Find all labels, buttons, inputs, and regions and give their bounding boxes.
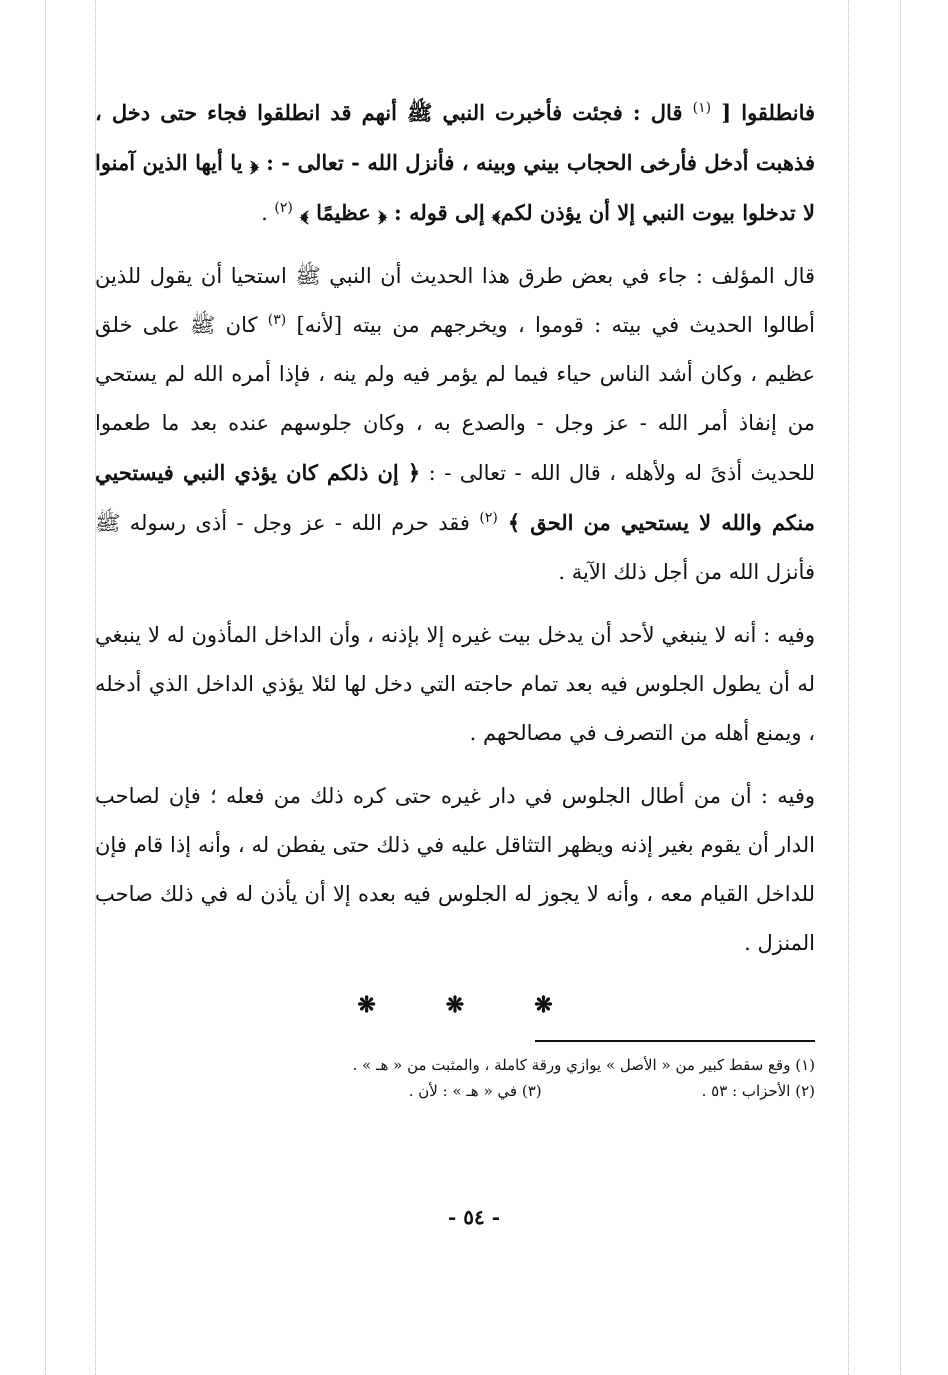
text-segment: ﴿ إن ذلكم كان يؤذي النبي فيستحيي منكم والله لا يستحيي من الحق ﴾ xyxy=(95,460,815,535)
text-segment: فقد حرم الله - عز وجل - أذى رسوله ﷺ فأنزل الله من أجل ذلك الآية . xyxy=(95,511,815,584)
separator-star-icon: ❋ xyxy=(357,992,376,1018)
paragraph-p4 xyxy=(95,772,815,968)
footnote-row xyxy=(95,1078,815,1104)
footnote-divider xyxy=(535,1040,815,1042)
body-text xyxy=(95,88,815,968)
text-segment: قال : فجئت فأخبرت النبي ﷺ أنهم قد انطلقوا فجاء حتى دخل ، فذهبت أدخل فأرخى الحجاب بيني وبينه ، فأنزل الله - تعالى - : ﴿ يا أيها الذين آمنوا لا تدخلوا بيوت النبي إلا أن يؤذن لكم﴾ إلى قوله : ﴿ عظيمًا ﴾ xyxy=(95,100,815,225)
footnote-marker: (٢) xyxy=(479,510,498,526)
page-number: - ٥٤ - xyxy=(447,1205,500,1229)
section-separator xyxy=(95,992,815,1018)
page-content xyxy=(95,88,815,1338)
text-segment: . xyxy=(261,201,275,225)
margin-guide-left-outer xyxy=(45,0,46,1375)
footnote-marker: (١) xyxy=(692,100,712,116)
text-segment: فانطلقوا [ xyxy=(711,100,816,125)
text-segment: وفيه : أن من أطال الجلوس في دار غيره حتى كره ذلك من فعله ؛ فإن لصاحب الدار أن يقوم بغير إذنه ويظهر التثاقل عليه في ذلك حتى يفطن له ، وأنه إذا قام فإن للداخل القيام معه ، وأنه لا يجوز له الجلوس فيه بعده إلا أن يأذن له في ذلك صاحب المنزل . xyxy=(95,784,815,955)
text-segment: وفيه : أنه لا ينبغي لأحد أن يدخل بيت غيره إلا بإذنه ، وأن الداخل المأذون له لا ينبغي له أن يطول الجلوس فيه بعد تمام حاجته التي دخل لها لئلا يؤذي الداخل الذي أدخله ، ويمنع أهله من التصرف في مصالحهم . xyxy=(95,623,815,745)
footnote-3: (٣) في « هـ » : لأن . xyxy=(408,1082,542,1100)
separator-star-icon: ❋ xyxy=(445,992,465,1018)
margin-guide-right-inner xyxy=(848,0,849,1375)
footnote-2: (٢) الأحزاب : ٥٣ . xyxy=(701,1082,815,1100)
margin-guide-right-outer xyxy=(900,0,901,1375)
separator-star-icon: ❋ xyxy=(534,992,553,1018)
paragraph-p1 xyxy=(95,88,815,238)
text-segment: قال المؤلف : جاء في بعض طرق هذا الحديث أن النبي ﷺ استحيا أن يقول للذين أطالوا الحديث في بيته : قوموا ، ويخرجهم من بيته [لأنه] xyxy=(95,264,816,337)
paragraph-p3 xyxy=(95,611,815,758)
paragraph-p2 xyxy=(95,252,815,597)
text-segment: كان ﷺ على خلق عظيم ، وكان أشد الناس حياء فيما لم يؤمر فيه ولم ينه ، فإذا أمره الله لم يستحي من إنفاذ أمر الله - عز وجل - والصدع به ، وكان جلوسهم عنده بعد ما طعموا للحديث أذىً له ولأهله ، قال الله - تعالى - : xyxy=(95,313,815,485)
footnotes xyxy=(95,1052,815,1104)
footnote-1: (١) وقع سقط كبير من « الأصل » يوازي ورقة كاملة ، والمثبت من « هـ » . xyxy=(352,1056,815,1074)
footnote-marker: (٢) xyxy=(274,200,293,216)
footnote-marker: (٣) xyxy=(267,312,287,328)
